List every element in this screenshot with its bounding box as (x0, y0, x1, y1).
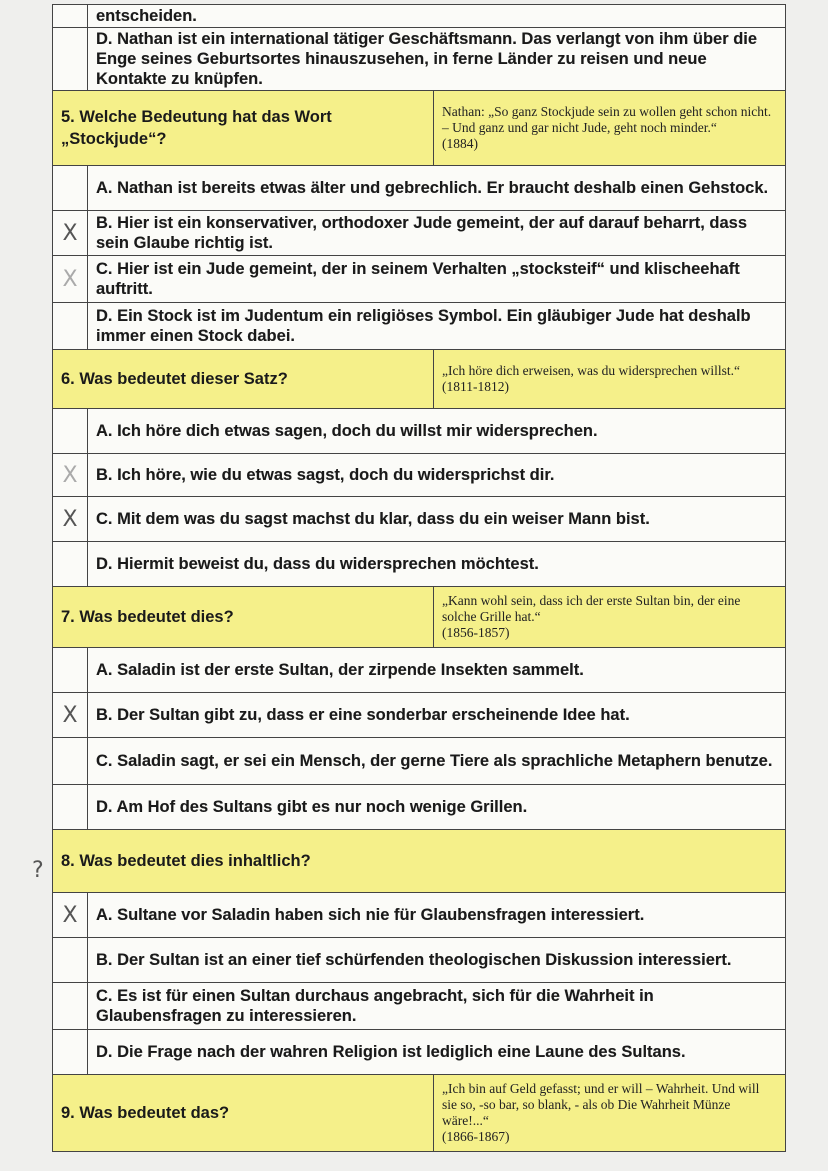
quote-cell (433, 587, 785, 647)
quote-text: „Ich bin auf Geld gefasst; und er will – Wahrheit. Und will sie so, -so bar, so blank, - als ob Die Wahrheit Münze wäre!...“ (442, 1081, 760, 1128)
mark-cell (53, 303, 88, 349)
option-row (53, 408, 785, 453)
option-text: A. Sultane vor Saladin haben sich nie für Glaubensfragen interessiert. (96, 906, 645, 924)
line-reference: (1884) (442, 136, 478, 151)
option-row (53, 453, 785, 496)
option-row (53, 892, 785, 937)
option-text: D. Am Hof des Sultans gibt es nur noch wenige Grillen. (96, 798, 528, 816)
mark-cell (53, 938, 88, 982)
quote-cell (433, 1075, 785, 1151)
option-row (53, 982, 785, 1029)
option-row (53, 784, 785, 829)
option-row (53, 1029, 785, 1074)
option-text: D. Die Frage nach der wahren Religion ist lediglich eine Laune des Sultans. (96, 1043, 686, 1061)
option-text: C. Es ist für einen Sultan durchaus angebracht, sich für die Wahrheit in Glaubensfragen zu interessieren. (96, 987, 654, 1025)
question-row (53, 829, 785, 892)
mark-cell: X (53, 211, 88, 255)
option-text: entscheiden. (96, 7, 197, 25)
mark-cell (53, 166, 88, 210)
option-text: D. Ein Stock ist im Judentum ein religiöses Symbol. Ein gläubiger Jude hat deshalb immer einen Stock dabei. (96, 307, 751, 345)
option-text: A. Ich höre dich etwas sagen, doch du willst mir widersprechen. (96, 422, 598, 440)
option-row (53, 302, 785, 349)
line-reference: (1856-1857) (442, 625, 510, 640)
question-text: 9. Was bedeutet das? (61, 1104, 230, 1122)
option-text: D. Hiermit beweist du, dass du widersprechen möchtest. (96, 555, 539, 573)
mark-cell: X (53, 893, 88, 937)
option-row (53, 210, 785, 255)
question-text: 7. Was bedeutet dies? (61, 608, 234, 626)
mark-cell: X (53, 454, 88, 496)
option-row (53, 4, 785, 27)
quote-text: „Ich höre dich erweisen, was du widersprechen willst.“ (442, 363, 741, 378)
option-text: A. Saladin ist der erste Sultan, der zirpende Insekten sammelt. (96, 661, 584, 679)
mark-cell (53, 648, 88, 692)
option-text: C. Saladin sagt, er sei ein Mensch, der gerne Tiere als sprachliche Metaphern benutze. (96, 752, 773, 770)
mark-cell (53, 785, 88, 829)
question-row (53, 349, 785, 408)
question-text: 6. Was bedeutet dieser Satz? (61, 370, 288, 388)
mark-cell (53, 542, 88, 586)
mark-cell: X (53, 693, 88, 737)
option-text: C. Mit dem was du sagst machst du klar, dass du ein weiser Mann bist. (96, 510, 650, 528)
option-text: B. Hier ist ein konservativer, orthodoxer Jude gemeint, der auf darauf beharrt, dass sein Glaube richtig ist. (96, 214, 748, 252)
option-row (53, 541, 785, 586)
question-row (53, 586, 785, 647)
option-row (53, 647, 785, 692)
option-row (53, 737, 785, 784)
mark-cell: X (53, 256, 88, 302)
question-text: 8. Was bedeutet dies inhaltlich? (61, 852, 311, 870)
option-row (53, 27, 785, 90)
margin-question-mark: ? (32, 858, 44, 883)
mark-cell (53, 983, 88, 1029)
question-row (53, 1074, 785, 1152)
option-text: D. Nathan ist ein international tätiger Geschäftsmann. Das verlangt von ihm über die Enge seines Geburtsortes hinauszusehen, in ferne Länder zu reisen und neue Kontakte zu knüpfen. (96, 30, 758, 88)
quote-text: „Kann wohl sein, dass ich der erste Sultan bin, der eine solche Grille hat.“ (442, 593, 741, 624)
quote-cell (433, 350, 785, 408)
mark-cell (53, 738, 88, 784)
option-text: A. Nathan ist bereits etwas älter und gebrechlich. Er braucht deshalb einen Gehstock. (96, 179, 769, 197)
worksheet-table (52, 4, 786, 1152)
option-row (53, 165, 785, 210)
mark-cell (53, 1030, 88, 1074)
quote-text: Nathan: „So ganz Stockjude sein zu wollen geht schon nicht. – Und ganz und gar nicht Jude, geht noch minder.“ (442, 104, 772, 135)
option-text: B. Der Sultan ist an einer tief schürfenden theologischen Diskussion interessiert. (96, 951, 732, 969)
option-row (53, 692, 785, 737)
mark-cell: X (53, 497, 88, 541)
mark-cell (53, 5, 88, 27)
option-text: B. Ich höre, wie du etwas sagst, doch du widersprichst dir. (96, 466, 555, 484)
line-reference: (1811-1812) (442, 379, 509, 394)
question-text: 5. Welche Bedeutung hat das Wort „Stockjude“? (61, 108, 332, 148)
line-reference: (1866-1867) (442, 1129, 510, 1144)
option-text: C. Hier ist ein Jude gemeint, der in seinem Verhalten „stocksteif“ und klischeehaft auftritt. (96, 260, 740, 298)
quote-cell (433, 91, 785, 165)
option-text: B. Der Sultan gibt zu, dass er eine sonderbar erscheinende Idee hat. (96, 706, 630, 724)
option-row (53, 496, 785, 541)
question-row (53, 90, 785, 165)
option-row (53, 255, 785, 302)
option-row (53, 937, 785, 982)
mark-cell (53, 409, 88, 453)
mark-cell (53, 28, 88, 90)
